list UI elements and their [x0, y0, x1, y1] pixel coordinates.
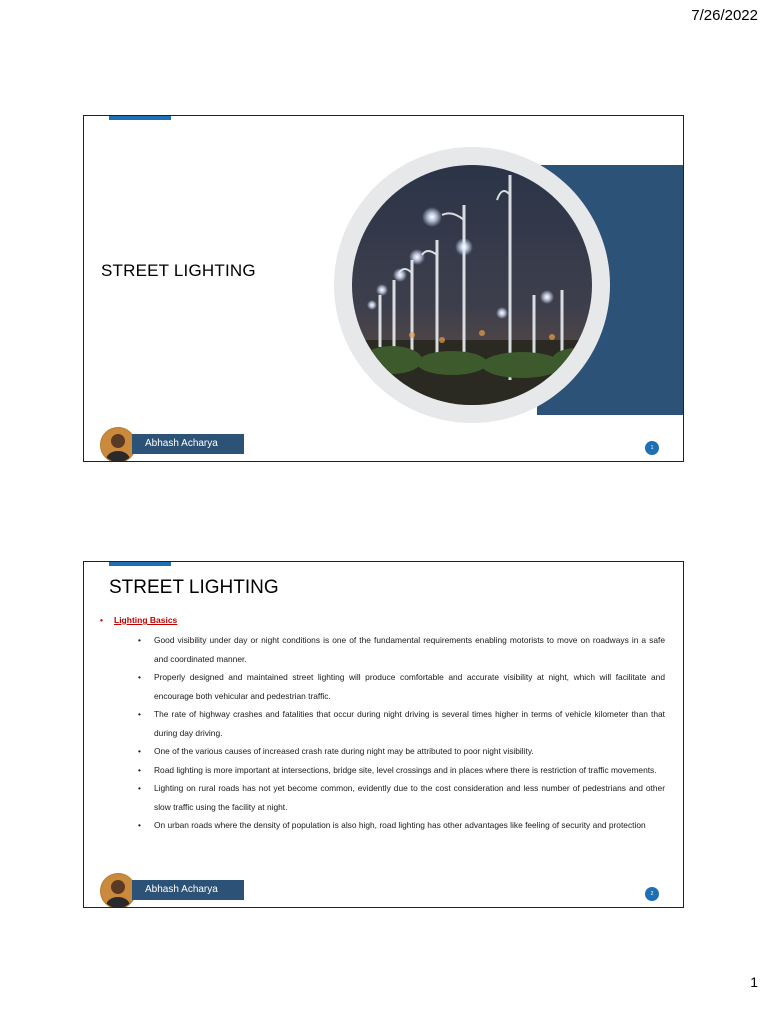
- slide-number-badge: 2: [645, 887, 659, 901]
- bullet-item: • Good visibility under day or night conditions is one of the fundamental requirements enabling motorists to move on roadways in a safe and coordinated manner.: [154, 631, 665, 668]
- slide-2[interactable]: [83, 561, 684, 908]
- author-name: Abhash Acharya: [132, 434, 244, 454]
- slide-accent-bar: [109, 562, 171, 566]
- bullet-item: • Lighting on rural roads has not yet become common, evidently due to the cost consideration and less number of pedestrians and other slow traffic using the facility at night.: [154, 779, 665, 816]
- bullet-item: • One of the various causes of increased crash rate during night may be attributed to poor night visibility.: [154, 742, 665, 761]
- bullet-item: • Road lighting is more important at intersections, bridge site, level crossings and in places where there is restriction of traffic movements.: [154, 761, 665, 780]
- page-number: 1: [750, 974, 758, 990]
- author-avatar: [100, 427, 136, 462]
- slide-title: STREET LIGHTING: [109, 577, 279, 598]
- slide-1[interactable]: [83, 115, 684, 462]
- author-avatar: [100, 873, 136, 908]
- slide-accent-bar: [109, 116, 171, 120]
- author-name: Abhash Acharya: [132, 880, 244, 900]
- bullet-item: • On urban roads where the density of population is also high, road lighting has other advantages like feeling of security and protection: [154, 816, 665, 835]
- page-date: 7/26/2022: [691, 7, 758, 24]
- bullet-list: [154, 631, 665, 835]
- bullet-item: • The rate of highway crashes and fatalities that occur during night driving is several times higher in terms of vehicle kilometer than that during day driving.: [154, 705, 665, 742]
- slide-title: STREET LIGHTING: [101, 261, 256, 280]
- section-heading: • Lighting Basics: [114, 615, 177, 625]
- slide-number-badge: 1: [645, 441, 659, 455]
- street-lights-photo: [352, 165, 592, 405]
- bullet-item: • Properly designed and maintained street lighting will produce comfortable and accurate visibility at night, which will facilitate and encourage both vehicular and pedestrian traffic.: [154, 668, 665, 705]
